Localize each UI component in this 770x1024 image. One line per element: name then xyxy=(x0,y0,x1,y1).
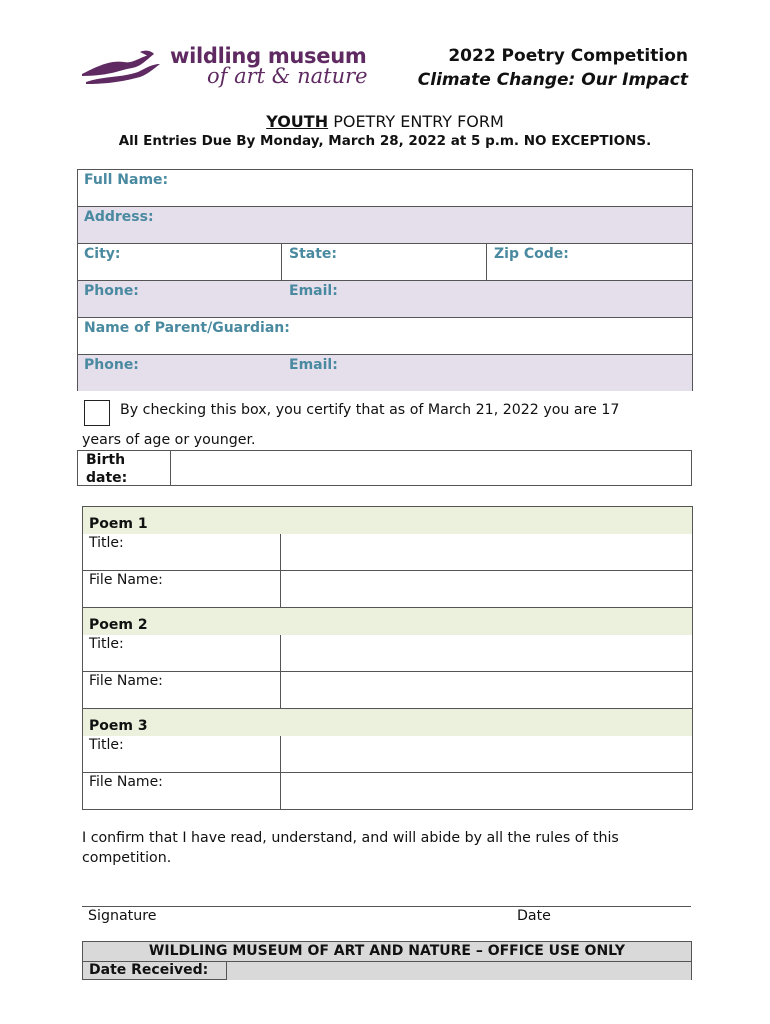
title-label: Title: xyxy=(89,737,124,753)
poem-1-title-row[interactable] xyxy=(83,534,692,570)
cell-divider xyxy=(280,571,281,607)
cell-divider xyxy=(280,773,281,809)
birth-label-line1: Birth xyxy=(86,452,126,468)
competition-title: 2022 Poetry Competition xyxy=(448,46,688,66)
office-use-heading: WILDLING MUSEUM OF ART AND NATURE – OFFICE USE ONLY xyxy=(148,943,626,959)
signature-line[interactable] xyxy=(82,906,691,907)
city-label: City: xyxy=(84,246,121,262)
full-name-row[interactable] xyxy=(77,169,693,206)
birth-date-field[interactable] xyxy=(77,450,692,486)
poem-2-header xyxy=(83,607,692,635)
birth-date-label xyxy=(86,451,127,487)
parent-row[interactable] xyxy=(77,317,693,354)
cell-divider xyxy=(486,244,487,280)
form-title xyxy=(0,112,770,131)
poem-heading: Poem 2 xyxy=(89,617,148,633)
poem-2-file-row[interactable] xyxy=(83,671,692,708)
certify-text-line2: years of age or younger. xyxy=(82,432,256,448)
confirm-statement: I confirm that I have read, understand, and will abide by all the rules of this competition. xyxy=(82,830,619,866)
certify-text-line1: By checking this box, you certify that as of March 21, 2022 you are 17 xyxy=(120,402,620,418)
birth-date-label-cell xyxy=(78,451,171,485)
address-label: Address: xyxy=(84,209,154,225)
date-received-label: Date Received: xyxy=(89,962,209,978)
bird-logo-icon xyxy=(80,46,166,86)
contact-info-table xyxy=(77,169,693,391)
office-use-table xyxy=(82,941,692,980)
poems-table xyxy=(82,506,693,810)
poem-2-title-row[interactable] xyxy=(83,635,692,671)
poem-1-header xyxy=(83,507,692,534)
address-row[interactable] xyxy=(77,206,693,243)
cell-divider xyxy=(280,736,281,772)
poem-heading: Poem 3 xyxy=(89,718,148,734)
poem-1-file-row[interactable] xyxy=(83,570,692,607)
poem-3-file-row[interactable] xyxy=(83,772,692,809)
file-name-label: File Name: xyxy=(89,673,163,689)
file-name-label: File Name: xyxy=(89,572,163,588)
poem-3-title-row[interactable] xyxy=(83,736,692,772)
museum-logo xyxy=(80,42,370,94)
logo-text-line2: of art & nature xyxy=(207,64,368,88)
competition-subtitle: Climate Change: Our Impact xyxy=(417,70,688,90)
cell-divider xyxy=(280,635,281,671)
phone-label: Phone: xyxy=(84,283,139,299)
city-state-zip-row xyxy=(77,243,693,280)
cell-divider xyxy=(280,534,281,570)
file-name-label: File Name: xyxy=(89,774,163,790)
poem-heading: Poem 1 xyxy=(89,516,148,532)
deadline-notice: All Entries Due By Monday, March 28, 2022 at 5 p.m. NO EXCEPTIONS. xyxy=(118,133,652,149)
title-label: Title: xyxy=(89,636,124,652)
date-label: Date xyxy=(517,908,551,924)
parent-label: Name of Parent/Guardian: xyxy=(84,320,290,336)
form-title-emphasis: YOUTH xyxy=(266,112,329,131)
cell-divider xyxy=(281,244,282,280)
birth-label-line2: date: xyxy=(86,470,128,486)
poem-3-header xyxy=(83,708,692,736)
email-label: Email: xyxy=(289,283,338,299)
parent-phone-label: Phone: xyxy=(84,357,139,373)
logo-text-line1: wildling museum xyxy=(170,44,367,68)
cell-divider xyxy=(280,672,281,708)
date-received-field[interactable] xyxy=(227,962,691,980)
full-name-label: Full Name: xyxy=(84,172,169,188)
title-label: Title: xyxy=(89,535,124,551)
zip-label: Zip Code: xyxy=(494,246,569,262)
parent-email-label: Email: xyxy=(289,357,338,373)
age-certify-checkbox[interactable] xyxy=(84,400,110,426)
date-received-row xyxy=(83,961,691,980)
parent-phone-email-row xyxy=(77,354,693,391)
form-title-rest: POETRY ENTRY FORM xyxy=(328,112,504,131)
phone-email-row xyxy=(77,280,693,317)
signature-label: Signature xyxy=(88,908,157,924)
state-label: State: xyxy=(289,246,338,262)
